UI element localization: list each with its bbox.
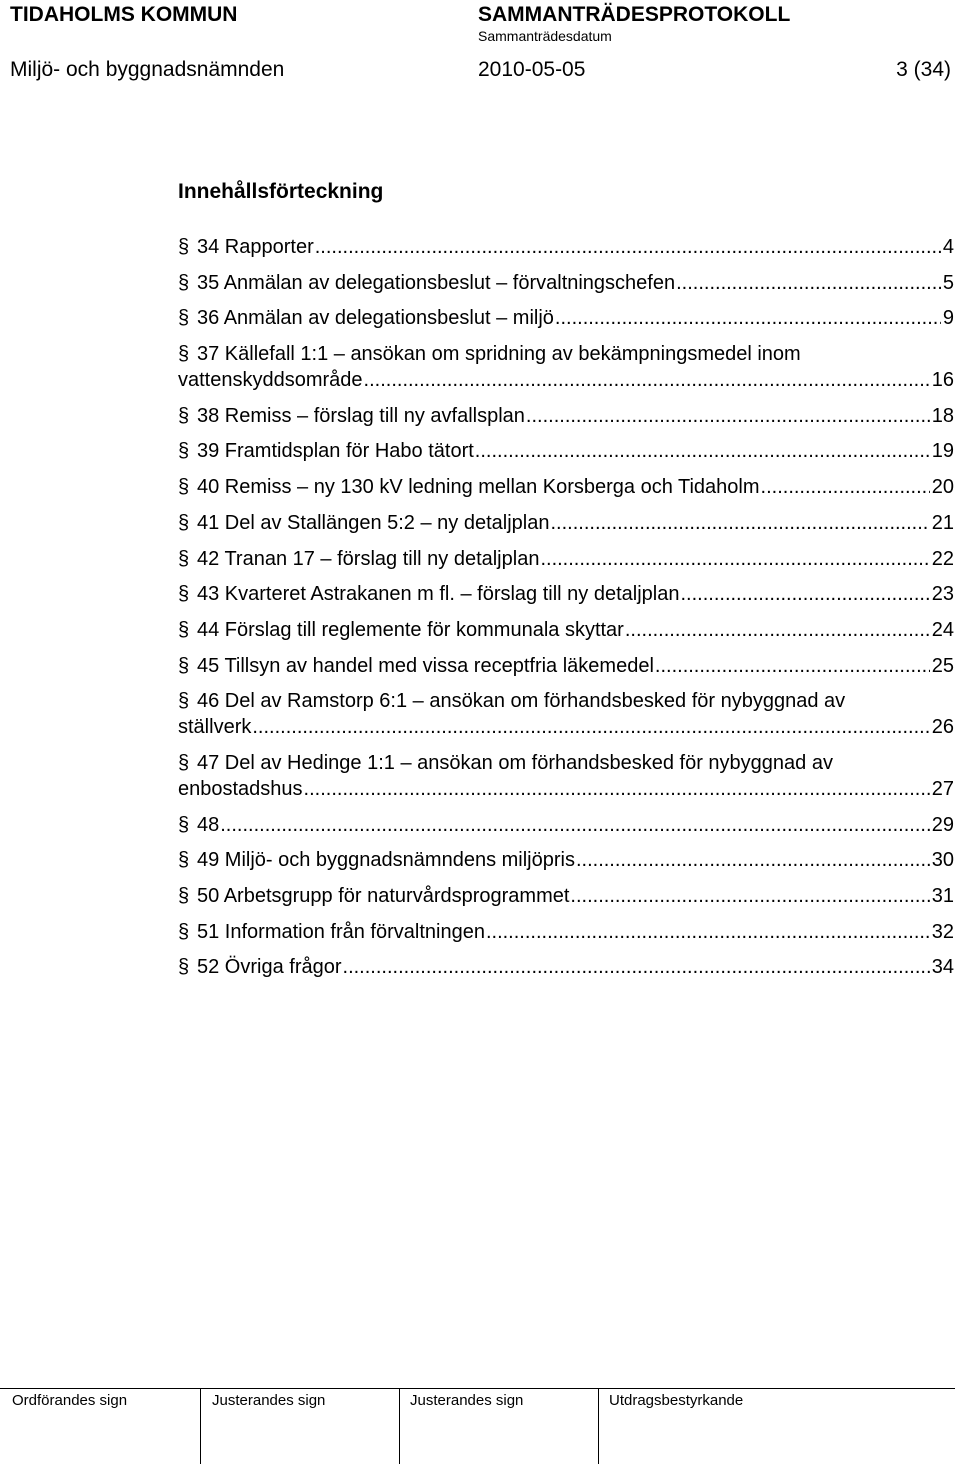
dot-leader xyxy=(625,617,930,643)
toc-entry-page: 21 xyxy=(931,511,954,534)
footer-adjuster-sign-1 xyxy=(212,1388,325,1466)
dot-leader xyxy=(680,581,929,607)
toc-entry xyxy=(178,510,954,536)
toc-entry xyxy=(178,617,954,643)
toc-entry-page: 31 xyxy=(931,885,954,907)
toc-entry-title: 52 Övriga frågor xyxy=(197,956,342,979)
toc-entry xyxy=(178,750,954,802)
dot-leader xyxy=(252,714,929,740)
toc-entry-title: 51 Information från förvaltningen xyxy=(197,920,485,943)
toc-entry xyxy=(178,305,954,331)
toc-entry-page: 19 xyxy=(931,440,954,463)
toc-entry xyxy=(178,270,954,296)
dot-leader xyxy=(315,234,941,260)
footer-divider-line xyxy=(598,1388,599,1464)
toc-entry-title: 46 Del av Ramstorp 6:1 – ansökan om förhandsbesked för nybyggnad av xyxy=(197,690,846,713)
meeting-date: 2010-05-05 xyxy=(478,58,586,81)
board-name: Miljö- och byggnadsnämnden xyxy=(10,58,285,81)
section-sign: § xyxy=(178,583,190,606)
toc-entry-title: 41 Del av Stallängen 5:2 – ny detaljplan xyxy=(197,511,550,534)
footer-divider-line xyxy=(399,1388,400,1464)
section-sign: § xyxy=(178,690,190,713)
toc-entry-title: 34 Rapporter xyxy=(197,236,314,258)
toc-entry-page: 34 xyxy=(931,956,954,979)
toc-entry-page: 22 xyxy=(931,547,954,570)
toc-entry-page: 16 xyxy=(931,369,954,392)
dot-leader xyxy=(220,812,930,838)
dot-leader xyxy=(676,270,941,296)
toc-entry-title-continued: vattenskyddsområde xyxy=(178,369,363,392)
dot-leader xyxy=(304,776,930,802)
section-sign: § xyxy=(178,885,190,907)
dot-leader xyxy=(761,474,930,500)
toc-entry-title: 48 xyxy=(197,813,220,836)
toc-entry-title: 50 Arbetsgrupp för naturvårdsprogrammet xyxy=(197,885,570,907)
toc-title: Innehållsförteckning xyxy=(178,180,384,203)
dot-leader xyxy=(655,653,930,679)
toc-entry xyxy=(178,812,954,838)
toc-entry-page: 24 xyxy=(931,618,954,641)
dot-leader xyxy=(576,847,930,873)
toc-entry-title: 37 Källefall 1:1 – ansökan om spridning av bekämpningsmedel inom xyxy=(197,343,801,366)
toc-entry-title: 43 Kvarteret Astrakanen m fl. – förslag till ny detaljplan xyxy=(197,583,680,606)
toc-entry-page: 18 xyxy=(931,404,954,427)
dot-leader xyxy=(526,403,930,429)
toc-entry-page: 20 xyxy=(931,476,954,499)
dot-leader xyxy=(570,883,929,909)
toc-entry-title-continued: enbostadshus xyxy=(178,777,303,800)
toc-entry-title: 45 Tillsyn av handel med vissa receptfria läkemedel xyxy=(197,654,654,677)
section-sign: § xyxy=(178,511,190,534)
section-sign: § xyxy=(178,618,190,641)
toc-entry xyxy=(178,546,954,572)
toc-entry xyxy=(178,474,954,500)
section-sign: § xyxy=(178,236,190,258)
toc-entry xyxy=(178,403,954,429)
toc-list xyxy=(178,234,954,990)
dot-leader xyxy=(555,305,941,331)
footer-adjuster-sign-2 xyxy=(410,1388,523,1466)
section-sign: § xyxy=(178,751,190,774)
toc-entry-page: 25 xyxy=(931,654,954,677)
toc-entry-title-continued: ställverk xyxy=(178,716,252,739)
section-sign: § xyxy=(178,849,190,872)
footer-cell-label: Justerandes sign xyxy=(212,1392,326,1409)
organization-name: TIDAHOLMS KOMMUN xyxy=(10,3,238,26)
toc-entry xyxy=(178,234,954,260)
toc-entry-title: 47 Del av Hedinge 1:1 – ansökan om förhandsbesked för nybyggnad av xyxy=(197,751,833,774)
toc-entry-page: 23 xyxy=(931,583,954,606)
section-sign: § xyxy=(178,343,190,366)
toc-entry xyxy=(178,438,954,464)
section-sign: § xyxy=(178,404,190,427)
date-label: Sammanträdesdatum xyxy=(478,28,612,44)
dot-leader xyxy=(343,954,930,980)
toc-entry-page: 29 xyxy=(931,813,954,836)
section-sign: § xyxy=(178,547,190,570)
toc-entry xyxy=(178,341,954,393)
toc-entry xyxy=(178,954,954,980)
toc-entry xyxy=(178,688,954,740)
section-sign: § xyxy=(178,307,190,330)
page-number: 3 (34) xyxy=(896,58,951,81)
toc-entry xyxy=(178,847,954,873)
section-sign: § xyxy=(178,271,190,294)
toc-entry xyxy=(178,919,954,945)
signature-footer xyxy=(0,1388,955,1464)
dot-leader xyxy=(364,367,930,393)
section-sign: § xyxy=(178,476,190,499)
toc-entry-page: 32 xyxy=(931,920,954,943)
toc-entry-title: 40 Remiss – ny 130 kV ledning mellan Korsberga och Tidaholm xyxy=(197,476,760,499)
toc-entry-page: 5 xyxy=(942,271,954,294)
section-sign: § xyxy=(178,654,190,677)
toc-entry-page: 26 xyxy=(931,716,954,739)
footer-divider-line xyxy=(200,1388,201,1464)
toc-entry-title: 36 Anmälan av delegationsbeslut – miljö xyxy=(197,307,554,330)
section-sign: § xyxy=(178,440,190,463)
toc-entry-title: 49 Miljö- och byggnadsnämndens miljöpris xyxy=(197,849,575,872)
toc-entry-title: 44 Förslag till reglemente för kommunala skyttar xyxy=(197,618,624,641)
toc-entry-page: 4 xyxy=(942,236,954,258)
dot-leader xyxy=(475,438,930,464)
section-sign: § xyxy=(178,956,190,979)
document-type: SAMMANTRÄDESPROTOKOLL xyxy=(478,3,791,26)
dot-leader xyxy=(486,919,930,945)
toc-entry-title: 35 Anmälan av delegationsbeslut – förvaltningschefen xyxy=(197,271,676,294)
toc-entry-page: 9 xyxy=(942,307,954,330)
dot-leader xyxy=(540,546,929,572)
toc-entry-title: 38 Remiss – förslag till ny avfallsplan xyxy=(197,404,525,427)
toc-entry xyxy=(178,581,954,607)
footer-chair-sign xyxy=(12,1388,127,1466)
toc-entry-title: 42 Tranan 17 – förslag till ny detaljplan xyxy=(197,547,540,570)
footer-cell-label: Justerandes sign xyxy=(410,1392,524,1409)
toc-entry-page: 27 xyxy=(931,777,954,800)
section-sign: § xyxy=(178,813,190,836)
dot-leader xyxy=(550,510,929,536)
footer-certification xyxy=(609,1388,743,1466)
toc-entry xyxy=(178,883,954,909)
toc-entry-page: 30 xyxy=(931,849,954,872)
footer-cell-label: Ordförandes sign xyxy=(12,1392,128,1409)
footer-cell-label: Utdragsbestyrkande xyxy=(609,1392,744,1409)
section-sign: § xyxy=(178,920,190,943)
toc-entry xyxy=(178,653,954,679)
toc-entry-title: 39 Framtidsplan för Habo tätort xyxy=(197,440,474,463)
